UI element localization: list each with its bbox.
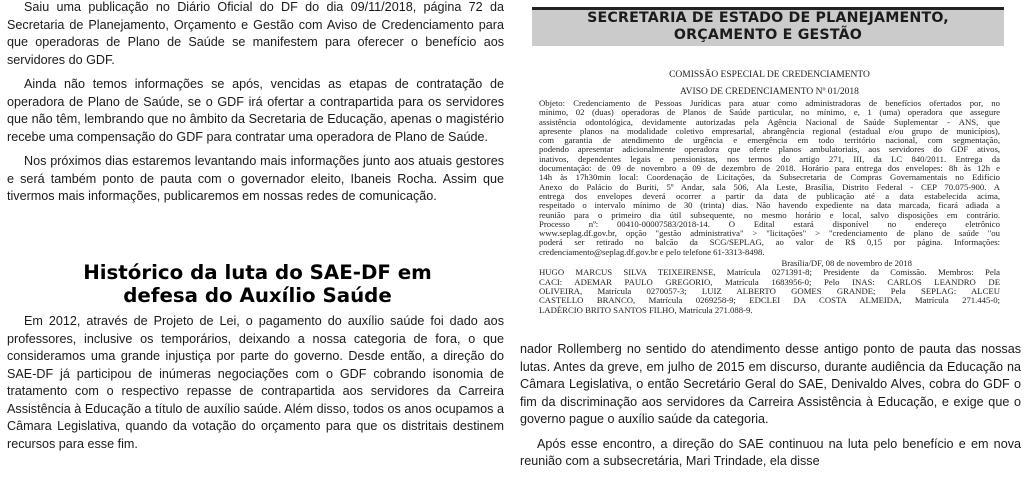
right-column [515,0,1024,500]
gazette-body-line: 14h às 17h30min local: Coordenação de Licitações, da Subsecretaria de Compras Governamentais no Edifício [539,172,1000,183]
gazette-signature-line: LADÉRCIO BRITO SANTOS FILHO, Matrícula 271.088-9. [539,304,753,315]
gazette-signatures [539,268,1000,314]
gazette-signature-line: OLIVEIRA, Matrícula 0270057-3; LUIZ ALBERTO GOMES GRANDE; Pela SEPLAG: ALCEU [539,285,1000,296]
left-column [0,0,508,500]
gazette-body-line: entrega dos envelopes deverá ocorrer a partir da data de publicação até a data estabelecida acima, [539,190,1000,201]
section-heading [7,262,504,307]
gazette-section-line-1: SECRETARIA DE ESTADO DE PLANEJAMENTO, [587,10,949,26]
gazette-body-line: com garantia de atendimento de urgência e emergência em todo território nacional, com segmentação, [539,135,1000,146]
continuation-block [520,341,1021,471]
paragraph-contrapartida: Ainda não temos informações se após, vencidas as etapas de contratação de operadora de Plano de Saúde, se o GDF irá ofertar a contrapartida para os servidores que não têm, lembrando que no âmbito da Secretaria de Educação, apenas o magistério recebe uma compensação do GDF para contratar uma operadora de Plano de Saúde. [7,77,504,144]
gazette-clipping [515,0,1024,334]
paragraph-publication: Saiu uma publicação no Diário Oficial do DF do dia 09/11/2018, página 72 da Secretaria de Planejamento, Orçamento e Gestão com Aviso de Credenciamento para que operadoras de Plano de Saúde se manifestem para oferecer o benefício aos servidores do GDF. [7,0,504,67]
heading-line-2: defesa do Auxílio Saúde [123,283,392,307]
gazette-body-line: Processo nº: 00410-00007583/2018-14. O Edital estará disponível no endereço eletrônico [539,218,1000,229]
gazette-committee: COMISSÃO ESPECIAL DE CREDENCIAMENTO [669,70,870,80]
heading-line-1: Histórico da luta do SAE-DF em [83,261,432,284]
intro-block [7,0,504,206]
gazette-body-line: assistência odontológica, devidamente autorizadas pela Agência Nacional de Saúde Suplementar - ANS, que [539,116,1000,127]
gazette-body-line: poderá ser retirado no balcão da SCG/SEPLAG, ao valor de R$ 0,15 por página. Informações: [539,237,1000,248]
gazette-section-header [532,7,1004,46]
gazette-body-line: podendo apresentar adicionalmente operadora que oferte planos ambulatoriais, aos servidores do GDF ativos, [539,144,1000,155]
gazette-body [539,99,1000,315]
gazette-body-line: apresente planos na modalidade coletivo empresarial, abrangência regional (estadual e/ou grupo de municípios), [539,125,1000,136]
gazette-body-line: mínimo, 02 (duas) operadoras de Planos de Saúde particular, no mínimo, e, 1 (uma) operadora que assegure [539,107,1000,118]
gazette-body-lines [539,99,1000,257]
gazette-section-line-2: ORÇAMENTO E GESTÃO [673,27,863,43]
gazette-body-line: credenciamento@seplag.df.gov.br e pelo telefone 61-3313-8498. [539,246,765,257]
paragraph-next-days: Nos próximos dias estaremos levantando mais informações junto aos atuais gestores e será também ponto de pauta com o governador eleito, Ibaneis Rocha. Assim que tivermos mais informações, publicaremos em nossas redes de comunicação. [7,154,504,204]
gazette-notice-header [539,70,1000,98]
paragraph-rollemberg: nador Rollemberg no sentido do atendimento desse antigo ponto de pauta das nossas lutas. Antes da greve, em julho de 2015 em discurso, durante audiência da Educação na Câmara Legislativa, o então Secretário Geral do SAE, Denivaldo Alves, cobra do GDF o fim da discriminação aos servidores da Carreira Assistência à Educação, e exige que o governo pague o auxílio saúde da categoria. [520,342,1021,427]
gazette-signature-line: HUGO MARCUS SILVA TEIXEIRENSE, Matrícula 0271391-8; Presidente da Comissão. Membros: Pela [539,267,1000,278]
gazette-body-line: inativos, dependentes legais e pensionistas, nos termos do artigo 271, III, da LC 840/2011. Entrega da [539,153,1000,164]
gazette-body-line: Anexo do Palácio do Buriti, 5º Andar, sala 506, Ala Leste, Brasília, Distrito Federal - CEP 70.075-900. A [539,181,1000,192]
gazette-body-line: www.seplag.df.gov.br, opção "gestão administrativa" > "licitações" > "credenciamento de plano de saúde "ou [539,228,1000,239]
gazette-signature-line: CACI: ADEMAR PAULO GREGORIO, Matrícula 1683956-0; Pelo INAS: CARLOS LEANDRO DE [539,276,1000,287]
history-block [7,313,504,453]
gazette-signature-line: CASTELLO BRANCO, Matrícula 0269258-9; EDCLEI DA COSTA ALMEIDA, Matrícula 271.445-0; [539,295,1000,306]
paragraph-after-meeting: Após esse encontro, a direção do SAE continuou na luta pelo benefício e em nova reunião com a subsecretária, Mari Trindade, ela disse [520,436,1021,469]
gazette-body-line: documentação: de 09 de novembro a 09 de dezembro de 2018. Horário para entrega dos envelopes: 8h às 12h e [539,163,1000,174]
gazette-notice-title: AVISO DE CREDENCIAMENTO Nº 01/2018 [680,87,859,97]
paragraph-history: Em 2012, através de Projeto de Lei, o pagamento do auxílio saúde foi dado aos professores, inclusive os temporários, deixando a nossa categoria de fora, o que consideramos uma grande injustiça por parte do governo. Desde então, a direção do SAE-DF já participou de inúmeras negociações com o GDF cobrando isonomia de tratamento com o respectivo repasse de contrapartida aos servidores da Carreira Assistência à Educação a título de auxílio saúde. Além disso, todos os anos ocupamos a Câmara Legislativa, quando da votação do orçamento para que os distritais destinem recursos para esse fim. [7,314,504,451]
gazette-date: Brasília/DF, 08 de novembro de 2018 [781,258,912,269]
gazette-body-line: Objeto: Credenciamento de Pessoas Jurídicas para atuar como administradoras de benefícios ofertados por, no [539,98,1000,108]
gazette-body-line: reunião para o primeiro dia útil subsequente, no mesmo horário e local, salvo disposições em contrário. [539,209,1000,220]
gazette-body-line: respeitado o intervalo mínimo de 30 (trinta) dias. Não havendo expediente na data marcada, ficará adiada a [539,200,1000,211]
